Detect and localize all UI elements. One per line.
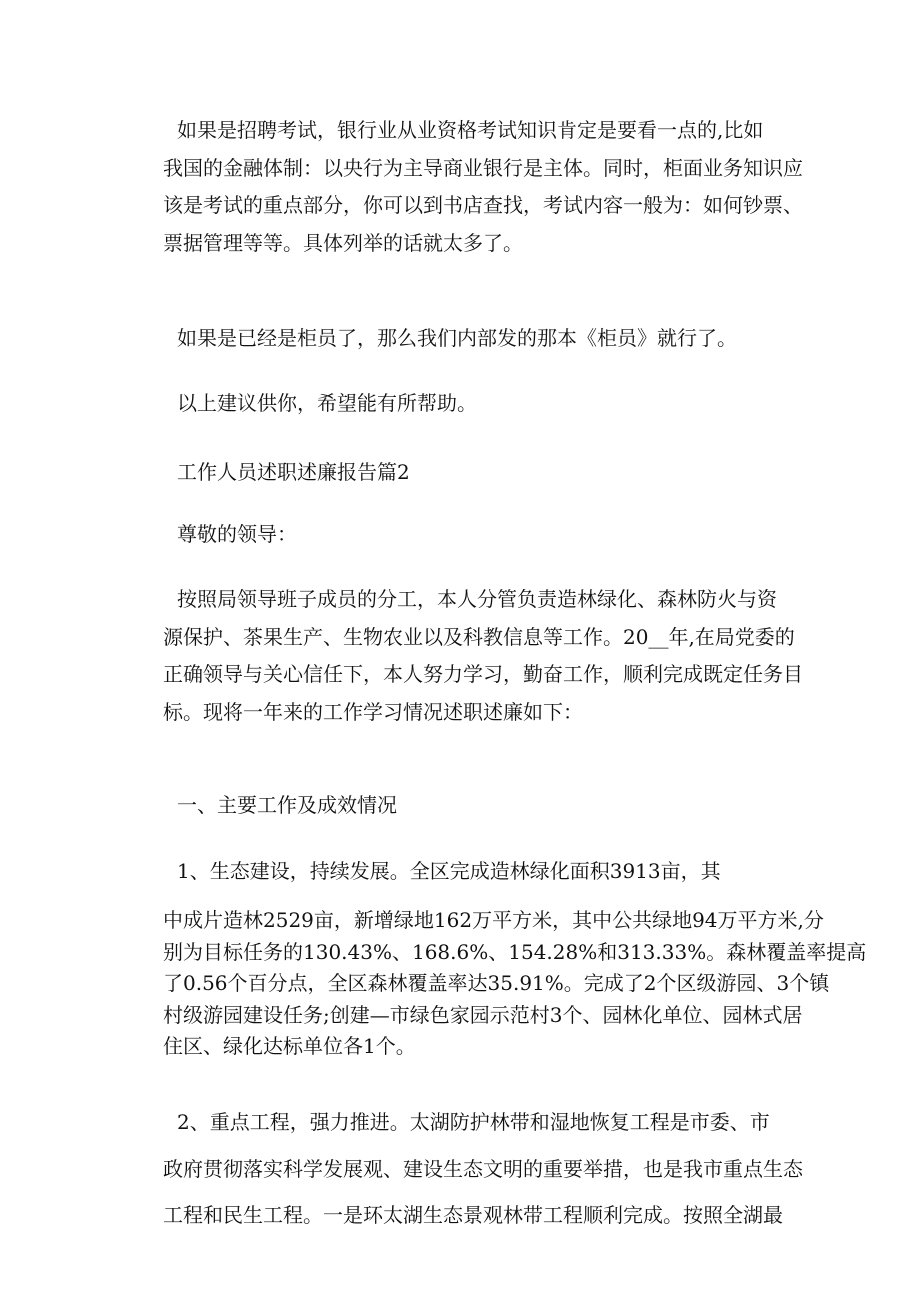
text-line: 源保护、茶果生产、生物农业以及科教信息等工作。20__年,在局党委的 — [163, 624, 795, 649]
text-line: 如果是已经是柜员了，那么我们内部发的那本《柜员》就行了。 — [177, 326, 737, 350]
text-line: 按照局领导班子成员的分工，本人分管负责造林绿化、森林防火与资 — [177, 587, 777, 611]
text-line: 以上建议供你，希望能有所帮助。 — [177, 391, 477, 415]
text-line: 如果是招聘考试，银行业从业资格考试知识肯定是要看一点的,比如 — [177, 118, 764, 142]
text-line: 该是考试的重点部分，你可以到书店查找，考试内容一般为：如何钞票、 — [163, 193, 803, 217]
text-line: 我国的金融体制：以央行为主导商业银行是主体。同时，柜面业务知识应 — [163, 155, 803, 180]
text-line: 政府贯彻落实科学发展观、建设生态文明的重要举措，也是我市重点生态 — [163, 1156, 803, 1181]
text-line: 2、重点工程，强力推进。太湖防护林带和湿地恢复工程是市委、市 — [177, 1110, 770, 1134]
text-line: 住区、绿化达标单位各1个。 — [163, 1034, 416, 1058]
text-line: 别为目标任务的130.43%、168.6%、154.28%和313.33%。森林覆盖率提高 — [163, 939, 867, 964]
text-line: 尊敬的领导： — [177, 522, 297, 546]
paragraph-exam-advice — [163, 112, 803, 262]
text-line: 了0.56个百分点，全区森林覆盖率达35.91%。完成了2个区级游园、3个镇 — [163, 971, 830, 995]
text-line: 中成片造林2529亩，新增绿地162万平方米，其中公共绿地94万平方米,分 — [163, 908, 824, 932]
paragraph-eco-lead — [163, 853, 783, 891]
text-line: 票据管理等等。具体列举的话就太多了。 — [163, 230, 523, 255]
text-line: 正确领导与关心信任下，本人努力学习，勤奋工作，顺利完成既定任务目 — [163, 662, 803, 686]
paragraph-key-projects — [163, 1104, 803, 1235]
text-line: 工程和民生工程。一是环太湖生态景观林带工程顺利完成。按照全湖最 — [163, 1203, 783, 1227]
text-line: 工作人员述职述廉报告篇2 — [177, 460, 410, 484]
text-line: 1、生态建设，持续发展。全区完成造林绿化面积3913亩，其 — [177, 859, 721, 883]
heading-main-work — [163, 787, 783, 825]
paragraph-teller — [163, 320, 783, 358]
salutation — [163, 516, 783, 554]
text-line: 标。现将一年来的工作学习情况述职述廉如下： — [163, 699, 583, 724]
section-title — [163, 454, 783, 492]
paragraph-intro — [163, 581, 803, 731]
text-line: 村级游园建设任务;创建—市绿色家园示范村3个、园林化单位、园林式居 — [163, 1002, 803, 1027]
paragraph-suggestion — [163, 385, 783, 423]
text-line: 一、主要工作及成效情况 — [177, 793, 397, 817]
paragraph-eco-details — [163, 905, 867, 1063]
